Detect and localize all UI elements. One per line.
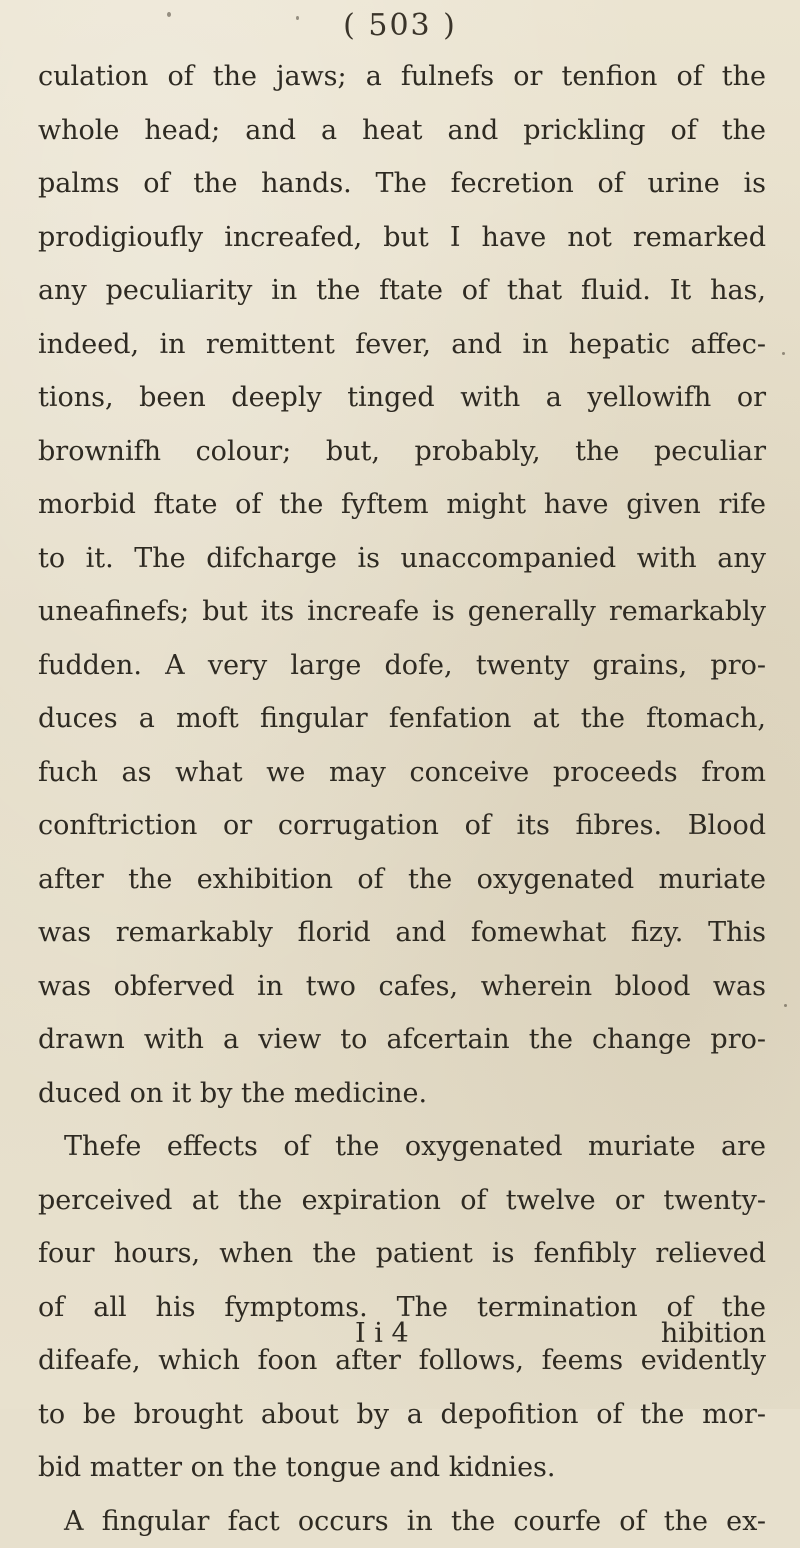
text-line: prodigioufly increafed, but I have not remarked <box>38 211 766 265</box>
paragraph-start-line: A fingular fact occurs in the courfe of the ex- <box>38 1495 766 1548</box>
text-line: four hours, when the patient is fenfibly relieved <box>38 1227 766 1281</box>
text-line: difeafe, which foon after follows, feems evidently <box>38 1334 766 1388</box>
text-line: fuch as what we may conceive proceeds from <box>38 746 766 800</box>
paragraph-start-line: Thefe effects of the oxygenated muriate are <box>38 1120 766 1174</box>
page-number: ( 503 ) <box>0 8 800 43</box>
text-line: whole head; and a heat and prickling of the <box>38 104 766 158</box>
text-line: tions, been deeply tinged with a yellowifh or <box>38 371 766 425</box>
text-line: drawn with a view to afcertain the change pro- <box>38 1013 766 1067</box>
text-line: palms of the hands. The fecretion of urine is <box>38 157 766 211</box>
ink-speck <box>167 12 171 17</box>
text-line: indeed, in remittent fever, and in hepatic affec- <box>38 318 766 372</box>
text-line: culation of the jaws; a fulnefs or tenfion of the <box>38 50 766 104</box>
text-line: to it. The difcharge is unaccompanied with any <box>38 532 766 586</box>
text-line: duces a moft fingular fenfation at the ftomach, <box>38 692 766 746</box>
text-line: after the exhibition of the oxygenated muriate <box>38 853 766 907</box>
text-line: to be brought about by a depofition of the mor- <box>38 1388 766 1442</box>
ink-speck <box>784 1004 787 1007</box>
text-line: was remarkably florid and fomewhat fizy. This <box>38 906 766 960</box>
ink-speck <box>296 16 299 20</box>
text-line: uneafinefs; but its increafe is generally remarkably <box>38 585 766 639</box>
paragraph-end-line: duced on it by the medicine. <box>38 1067 766 1121</box>
ink-speck <box>782 352 785 355</box>
text-line: was obferved in two cafes, wherein blood was <box>38 960 766 1014</box>
text-line: perceived at the expiration of twelve or twenty- <box>38 1174 766 1228</box>
text-line: of all his fymptoms. The termination of the <box>38 1281 766 1335</box>
catchword: hibition <box>661 1314 766 1354</box>
page-footer <box>38 1314 766 1354</box>
signature-mark: I i 4 <box>355 1314 409 1354</box>
text-line: fudden. A very large dofe, twenty grains, pro- <box>38 639 766 693</box>
text-line: morbid ftate of the fyftem might have given rife <box>38 478 766 532</box>
text-line: brownifh colour; but, probably, the peculiar <box>38 425 766 479</box>
text-line: any peculiarity in the ftate of that fluid. It has, <box>38 264 766 318</box>
text-line: conftriction or corrugation of its fibres. Blood <box>38 799 766 853</box>
paragraph-end-line: bid matter on the tongue and kidnies. <box>38 1441 766 1495</box>
